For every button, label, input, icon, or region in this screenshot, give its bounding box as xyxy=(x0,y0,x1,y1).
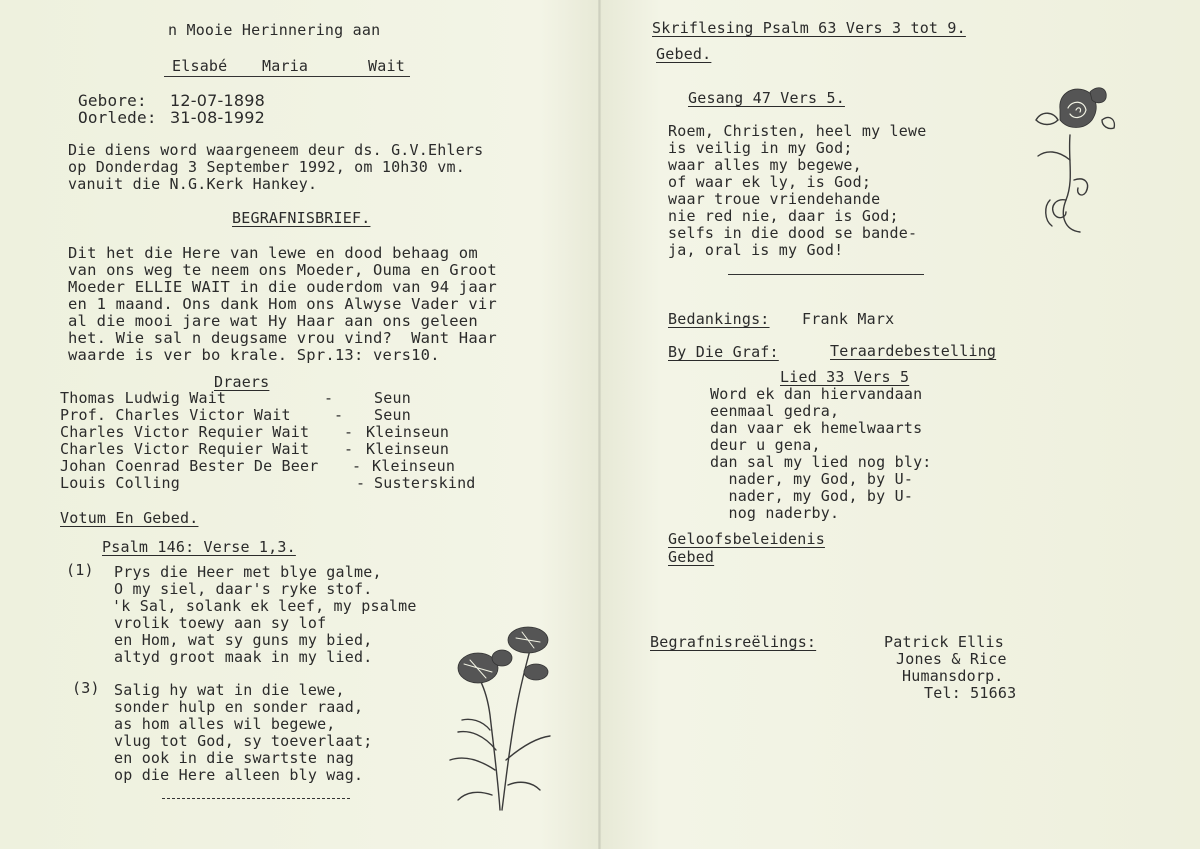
letter-line: Dit het die Here van lewe en dood behaag om xyxy=(68,244,478,262)
letter-line: van ons weg te neem ons Moeder, Ouma en Groot xyxy=(68,261,497,279)
hymn-line: ja, oral is my God! xyxy=(668,241,844,259)
verse-line: sonder hulp en sonder raad, xyxy=(114,698,364,716)
heading: n Mooie Herinnering aan xyxy=(168,21,381,39)
votum-heading: Votum En Gebed. xyxy=(60,509,199,527)
service-line: vanuit die N.G.Kerk Hankey. xyxy=(68,175,318,193)
creed-heading: Geloofsbeleidenis xyxy=(668,530,825,548)
name-last: Wait xyxy=(368,57,405,75)
verse-number: (1) xyxy=(66,561,94,579)
bearer-dash: - xyxy=(344,423,354,441)
undertaker-line: Jones & Rice xyxy=(896,650,1007,668)
bearer-relation: Seun xyxy=(374,406,411,424)
song-line: nader, my God, by U- xyxy=(710,487,914,505)
final-prayer: Gebed xyxy=(668,548,715,566)
verse-number: (3) xyxy=(72,679,100,697)
verse-line: en Hom, wat sy guns my bied, xyxy=(114,631,373,649)
song-line: Word ek dan hiervandaan xyxy=(710,385,923,403)
closing-rule xyxy=(162,798,350,799)
bearer-name: Louis Colling xyxy=(60,474,180,492)
verse-line: vlug tot God, sy toeverlaat; xyxy=(114,732,373,750)
song-title: Lied 33 Vers 5 xyxy=(780,368,910,386)
service-line: Die diens word waargeneem deur ds. G.V.Ehlers xyxy=(68,141,484,159)
undertaker-line: Patrick Ellis xyxy=(884,633,1004,651)
died-date: 31-08-1992 xyxy=(170,108,265,127)
bearer-relation: Kleinseun xyxy=(372,457,456,475)
arrangements-label: Begrafnisreëlings: xyxy=(650,633,817,651)
bearer-name: Charles Victor Requier Wait xyxy=(60,440,310,458)
thanks-name: Frank Marx xyxy=(802,310,895,328)
died-label: Oorlede: xyxy=(78,108,157,127)
bearer-name: Thomas Ludwig Wait xyxy=(60,389,227,407)
name-underline xyxy=(164,76,410,77)
bearers-title: Draers xyxy=(214,373,270,391)
born-date: 12-07-1898 xyxy=(170,91,265,110)
hymn-line: selfs in die dood se bande- xyxy=(668,224,918,242)
bearer-name: Johan Coenrad Bester De Beer xyxy=(60,457,319,475)
song-line: dan sal my lied nog bly: xyxy=(710,453,932,471)
verse-line: Prys die Heer met blye galme, xyxy=(114,563,382,581)
bearer-relation: Kleinseun xyxy=(366,423,450,441)
song-line: eenmaal gedra, xyxy=(710,402,840,420)
letter-line: Moeder ELLIE WAIT in die ouderdom van 94 jaar xyxy=(68,278,497,296)
song-line: dan vaar ek hemelwaarts xyxy=(710,419,923,437)
hymn-title: Gesang 47 Vers 5. xyxy=(688,89,845,107)
rose-flower-icon xyxy=(1030,80,1120,240)
name-first: Elsabé xyxy=(172,57,228,75)
bearer-dash: - xyxy=(324,389,334,407)
hymn-line: waar alles my begewe, xyxy=(668,156,862,174)
letter-line: en 1 maand. Ons dank Hom ons Alwyse Vader vir xyxy=(68,295,497,313)
born-label: Gebore: xyxy=(78,91,147,110)
verse-line: Salig hy wat in die lewe, xyxy=(114,681,345,699)
bearer-dash: - xyxy=(356,474,366,492)
letter-line: het. Wie sal n deugsame vrou vind? Want Haar xyxy=(68,329,497,347)
letter-line: al die mooi jare wat Hy Haar aan ons geleen xyxy=(68,312,478,330)
letter-title: BEGRAFNISBRIEF. xyxy=(232,209,371,227)
scripture-reading: Skriflesing Psalm 63 Vers 3 tot 9. xyxy=(652,19,966,37)
song-line: deur u gena, xyxy=(710,436,821,454)
thanks-label: Bedankings: xyxy=(668,310,770,328)
song-line: nader, my God, by U- xyxy=(710,470,914,488)
bearer-relation: Susterskind xyxy=(374,474,476,492)
verse-line: altyd groot maak in my lied. xyxy=(114,648,373,666)
name-middle: Maria xyxy=(262,57,309,75)
page-fold xyxy=(598,0,601,849)
hymn-line: Roem, Christen, heel my lewe xyxy=(668,122,927,140)
song-line: nog naderby. xyxy=(710,504,840,522)
grave-value: Teraardebestelling xyxy=(830,342,997,360)
verse-line: op die Here alleen bly wag. xyxy=(114,766,364,784)
verse-line: 'k Sal, solank ek leef, my psalme xyxy=(112,597,417,615)
verse-line: en ook in die swartste nag xyxy=(114,749,354,767)
service-line: op Donderdag 3 September 1992, om 10h30 vm. xyxy=(68,158,465,176)
hymn-line: of waar ek ly, is God; xyxy=(668,173,872,191)
letter-line: waarde is ver bo krale. Spr.13: vers10. xyxy=(68,346,440,364)
psalm-title: Psalm 146: Verse 1,3. xyxy=(102,538,296,556)
hymn-line: nie red nie, daar is God; xyxy=(668,207,899,225)
bearer-name: Charles Victor Requier Wait xyxy=(60,423,310,441)
bearer-name: Prof. Charles Victor Wait xyxy=(60,406,291,424)
carnation-flower-icon xyxy=(440,620,570,820)
verse-line: as hom alles wil begewe, xyxy=(114,715,336,733)
bearer-dash: - xyxy=(334,406,344,424)
bearer-dash: - xyxy=(352,457,362,475)
undertaker-line: Tel: 51663 xyxy=(924,684,1017,702)
hymn-line: waar troue vriendehande xyxy=(668,190,881,208)
bearer-relation: Seun xyxy=(374,389,411,407)
hymn-line: is veilig in my God; xyxy=(668,139,853,157)
hymn-rule xyxy=(728,274,924,275)
bearer-dash: - xyxy=(344,440,354,458)
bearer-relation: Kleinseun xyxy=(366,440,450,458)
prayer-heading: Gebed. xyxy=(656,45,712,63)
verse-line: O my siel, daar's ryke stof. xyxy=(114,580,373,598)
grave-label: By Die Graf: xyxy=(668,343,779,361)
verse-line: vrolik toewy aan sy lof xyxy=(114,614,327,632)
undertaker-line: Humansdorp. xyxy=(902,667,1004,685)
